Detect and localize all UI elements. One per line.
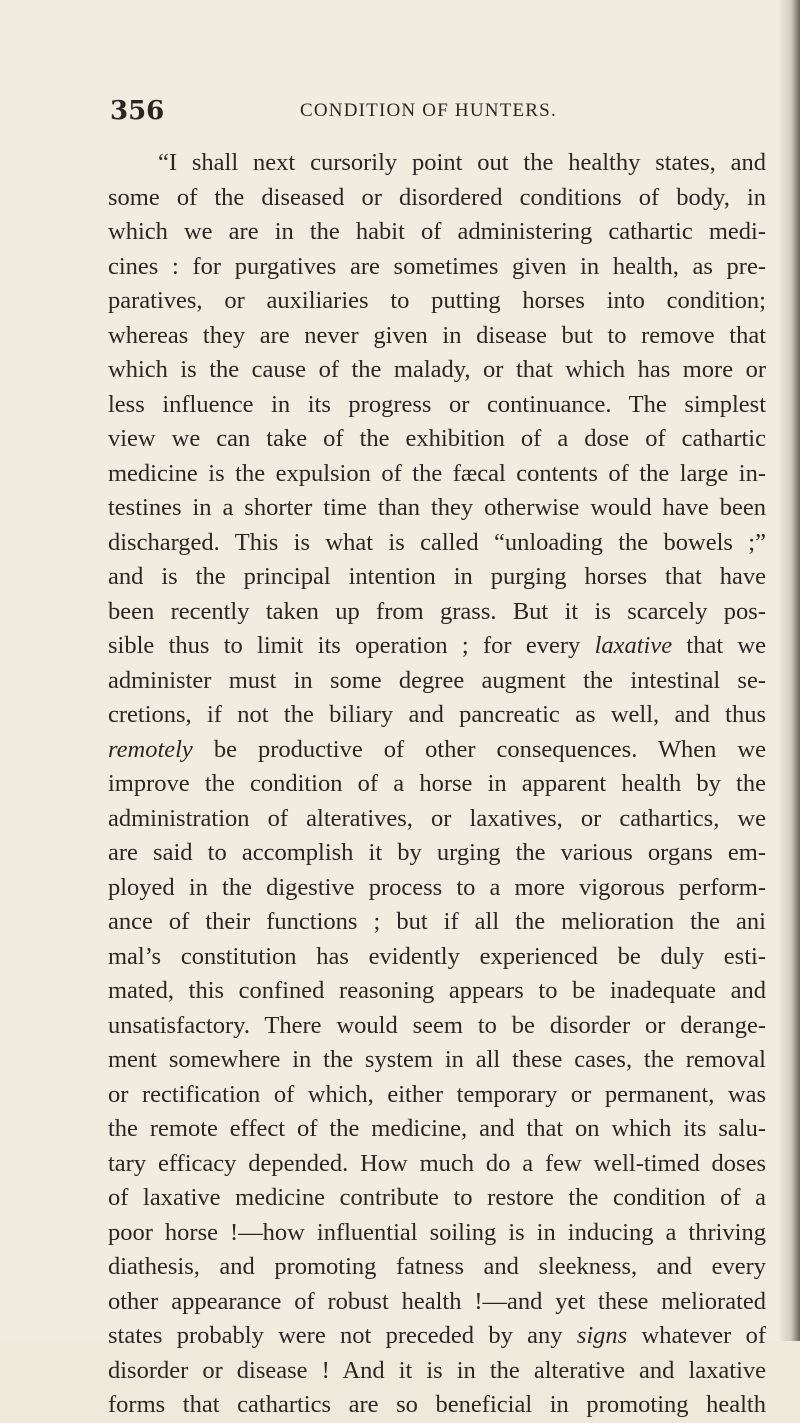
text-line: administration of alteratives, or laxatives, or cathartics, we — [108, 804, 766, 832]
text-line: administer must in some degree augment the intestinal se- — [108, 666, 766, 694]
text-line — [108, 629, 766, 664]
text-line: forms that cathartics are so beneficial in promoting health — [108, 1391, 766, 1418]
text-line: less influence in its progress or continuance. The simplest — [108, 390, 766, 418]
page-edge-shadow — [778, 0, 800, 1341]
text-segment: whatever of — [627, 1322, 766, 1349]
running-head: CONDITION OF HUNTERS. — [300, 100, 557, 121]
text-line: “I shall next cursorily point out the healthy states, and — [158, 149, 766, 176]
text-segment: be productive of other consequences. When we — [192, 735, 766, 763]
text-line: testines in a shorter time than they otherwise would have been — [108, 494, 766, 521]
text-line: of laxative medicine contribute to restore the condition of a — [108, 1184, 766, 1211]
text-line: improve the condition of a horse in apparent health by the — [108, 770, 766, 797]
text-line: view we can take of the exhibition of a dose of cathartic — [108, 425, 766, 452]
italic-word: laxative — [594, 632, 673, 659]
text-line — [108, 1319, 766, 1354]
text-line: other appearance of robust health !—and yet these meliorated — [108, 1287, 766, 1315]
text-line: ance of their functions ; but if all the melioration the ani — [108, 908, 766, 935]
text-line: been recently taken up from grass. But it is scarcely pos- — [108, 597, 766, 625]
text-line: ment somewhere in the system in all these cases, the removal — [108, 1046, 766, 1073]
text-line: or rectification of which, either temporary or permanent, was — [108, 1080, 766, 1108]
text-line: tary efficacy depended. How much do a few well-timed doses — [108, 1149, 766, 1177]
text-segment: states probably were not preceded by any — [108, 1322, 577, 1349]
italic-word: signs — [576, 1322, 628, 1349]
text-line: unsatisfactory. There would seem to be disorder or derange- — [108, 1011, 766, 1039]
text-segment: sible thus to limit its operation ; for every — [108, 632, 595, 659]
text-line: medicine is the expulsion of the fæcal contents of the large in- — [108, 459, 766, 487]
text-line: which is the cause of the malady, or that which has more or — [108, 356, 766, 383]
body-text — [108, 146, 766, 1423]
text-segment: that we — [672, 632, 767, 659]
text-line: some of the diseased or disordered conditions of body, in — [108, 183, 766, 211]
text-line: and is the principal intention in purging horses that have — [108, 563, 766, 590]
text-line: cretions, if not the biliary and pancreatic as well, and thus — [108, 701, 766, 728]
text-line: disorder or disease ! And it is in the alterative and laxative — [108, 1356, 766, 1384]
text-line — [108, 733, 766, 768]
text-line: which we are in the habit of administering cathartic medi- — [108, 218, 766, 245]
text-line: the remote effect of the medicine, and that on which its salu- — [108, 1115, 766, 1142]
text-line: cines : for purgatives are sometimes given in health, as pre- — [108, 252, 766, 280]
text-line: whereas they are never given in disease but to remove that — [108, 321, 766, 349]
page-number: 356 — [110, 96, 165, 126]
text-line: are said to accomplish it by urging the various organs em- — [108, 839, 766, 866]
text-line: poor horse !—how influential soiling is in inducing a thriving — [108, 1218, 766, 1246]
text-line: mated, this confined reasoning appears to be inadequate and — [108, 977, 766, 1004]
text-line: mal’s constitution has evidently experienced be duly esti- — [108, 942, 766, 970]
text-line: discharged. This is what is called “unloading the bowels ;” — [108, 528, 766, 556]
text-line: paratives, or auxiliaries to putting horses into condition; — [108, 287, 766, 314]
italic-word: remotely — [108, 735, 193, 763]
page-header — [0, 90, 800, 130]
text-line: ployed in the digestive process to a more vigorous perform- — [108, 873, 766, 901]
text-line: diathesis, and promoting fatness and sleekness, and every — [108, 1253, 766, 1280]
